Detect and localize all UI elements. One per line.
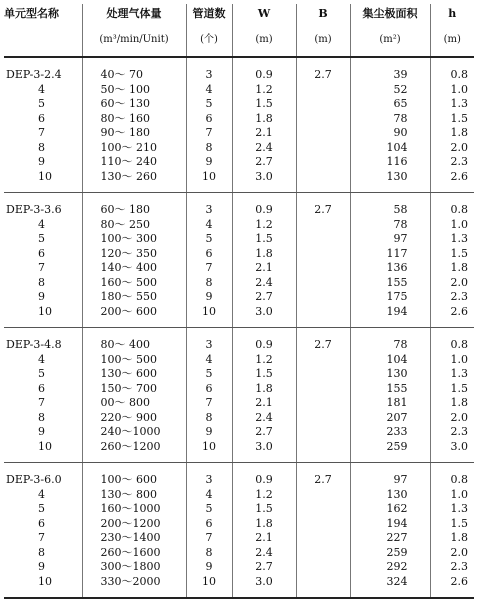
model-cell: 6 bbox=[38, 381, 45, 395]
model-cell: 10 bbox=[4, 440, 82, 463]
area-cell: 130 bbox=[350, 488, 430, 503]
b-cell bbox=[296, 83, 350, 98]
table-row bbox=[4, 463, 474, 488]
capacity-cell: 140～ 400 bbox=[82, 261, 186, 276]
pipes-cell: 3 bbox=[186, 463, 232, 488]
header-model-unit bbox=[4, 30, 82, 57]
capacity-cell: 200～1200 bbox=[82, 517, 186, 532]
h-cell: 1.3 bbox=[430, 232, 474, 247]
h-cell: 0.8 bbox=[430, 463, 474, 488]
h-cell: 1.3 bbox=[430, 502, 474, 517]
model-cell: 8 bbox=[38, 410, 45, 424]
area-cell: 233 bbox=[350, 425, 430, 440]
h-cell: 1.5 bbox=[430, 247, 474, 262]
area-cell: 259 bbox=[350, 546, 430, 561]
w-cell: 2.1 bbox=[232, 531, 296, 546]
area-cell: 78 bbox=[350, 218, 430, 233]
pipes-cell: 9 bbox=[186, 560, 232, 575]
model-cell: 10 bbox=[4, 305, 82, 328]
header-area: 集尘极面积 bbox=[350, 4, 430, 30]
b-cell: 2.7 bbox=[296, 328, 350, 353]
w-cell: 2.7 bbox=[232, 560, 296, 575]
capacity-cell: 80～ 400 bbox=[82, 328, 186, 353]
w-cell: 1.5 bbox=[232, 232, 296, 247]
h-cell: 1.0 bbox=[430, 83, 474, 98]
pipes-cell: 8 bbox=[186, 141, 232, 156]
pipes-cell: 4 bbox=[186, 218, 232, 233]
table-row bbox=[4, 575, 474, 599]
w-cell: 2.7 bbox=[232, 155, 296, 170]
w-cell: 1.2 bbox=[232, 353, 296, 368]
w-cell: 3.0 bbox=[232, 170, 296, 193]
b-cell: 2.7 bbox=[296, 57, 350, 83]
capacity-cell: 260～1200 bbox=[82, 440, 186, 463]
capacity-cell: 100～ 600 bbox=[82, 463, 186, 488]
area-cell: 259 bbox=[350, 440, 430, 463]
model-cell: 8 bbox=[38, 140, 45, 154]
pipes-cell: 3 bbox=[186, 193, 232, 218]
table-row bbox=[4, 440, 474, 463]
b-cell bbox=[296, 575, 350, 599]
capacity-cell: 150～ 700 bbox=[82, 382, 186, 397]
w-cell: 1.8 bbox=[232, 517, 296, 532]
table-row bbox=[4, 411, 474, 426]
b-cell bbox=[296, 546, 350, 561]
b-cell bbox=[296, 290, 350, 305]
h-cell: 1.3 bbox=[430, 97, 474, 112]
table-row bbox=[4, 382, 474, 397]
b-cell bbox=[296, 382, 350, 397]
header-b-unit: (m) bbox=[296, 30, 350, 57]
area-cell: 227 bbox=[350, 531, 430, 546]
area-cell: 78 bbox=[350, 112, 430, 127]
h-cell: 1.5 bbox=[430, 382, 474, 397]
model-cell: 8 bbox=[38, 275, 45, 289]
b-cell bbox=[296, 367, 350, 382]
h-cell: 1.8 bbox=[430, 396, 474, 411]
h-cell: 0.8 bbox=[430, 328, 474, 353]
area-cell: 162 bbox=[350, 502, 430, 517]
h-cell: 3.0 bbox=[430, 440, 474, 463]
capacity-cell: 120～ 350 bbox=[82, 247, 186, 262]
h-cell: 1.3 bbox=[430, 367, 474, 382]
area-cell: 97 bbox=[350, 232, 430, 247]
pipes-cell: 6 bbox=[186, 112, 232, 127]
model-cell: 6 bbox=[38, 516, 45, 530]
capacity-cell: 230～1400 bbox=[82, 531, 186, 546]
model-cell: 5 bbox=[38, 232, 45, 245]
table-row bbox=[4, 276, 474, 291]
h-cell: 2.3 bbox=[430, 425, 474, 440]
area-cell: 136 bbox=[350, 261, 430, 276]
w-cell: 2.1 bbox=[232, 261, 296, 276]
model-group bbox=[4, 328, 474, 463]
capacity-cell: 160～1000 bbox=[82, 502, 186, 517]
area-cell: 104 bbox=[350, 141, 430, 156]
area-cell: 194 bbox=[350, 517, 430, 532]
table-row bbox=[4, 367, 474, 382]
w-cell: 2.4 bbox=[232, 411, 296, 426]
capacity-cell: 100～ 210 bbox=[82, 141, 186, 156]
area-cell: 90 bbox=[350, 126, 430, 141]
table-row bbox=[4, 170, 474, 193]
b-cell: 2.7 bbox=[296, 463, 350, 488]
w-cell: 3.0 bbox=[232, 305, 296, 328]
h-cell: 2.0 bbox=[430, 411, 474, 426]
model-cell: 7 bbox=[38, 531, 45, 544]
b-cell bbox=[296, 218, 350, 233]
capacity-cell: 100～ 500 bbox=[82, 353, 186, 368]
pipes-cell: 5 bbox=[186, 232, 232, 247]
h-cell: 2.3 bbox=[430, 560, 474, 575]
h-cell: 1.0 bbox=[430, 218, 474, 233]
capacity-cell: 130～ 600 bbox=[82, 367, 186, 382]
capacity-cell: 100～ 300 bbox=[82, 232, 186, 247]
w-cell: 1.2 bbox=[232, 83, 296, 98]
h-cell: 1.5 bbox=[430, 517, 474, 532]
area-cell: 78 bbox=[350, 328, 430, 353]
h-cell: 2.0 bbox=[430, 276, 474, 291]
area-cell: 130 bbox=[350, 170, 430, 193]
table-row bbox=[4, 502, 474, 517]
w-cell: 0.9 bbox=[232, 57, 296, 83]
capacity-cell: 80～ 160 bbox=[82, 112, 186, 127]
table-row bbox=[4, 97, 474, 112]
model-cell: 9 bbox=[38, 560, 45, 573]
b-cell bbox=[296, 517, 350, 532]
w-cell: 1.5 bbox=[232, 367, 296, 382]
model-cell: DEP-3-2.4 bbox=[6, 68, 62, 81]
pipes-cell: 5 bbox=[186, 502, 232, 517]
model-cell: 5 bbox=[38, 502, 45, 515]
h-cell: 0.8 bbox=[430, 193, 474, 218]
header-pipes: 管道数 bbox=[186, 4, 232, 30]
h-cell: 2.0 bbox=[430, 141, 474, 156]
table-row bbox=[4, 517, 474, 532]
header-capacity: 处理气体量 bbox=[82, 4, 186, 30]
header-b: B bbox=[296, 4, 350, 30]
w-cell: 2.7 bbox=[232, 425, 296, 440]
h-cell: 2.0 bbox=[430, 546, 474, 561]
area-cell: 207 bbox=[350, 411, 430, 426]
w-cell: 2.4 bbox=[232, 276, 296, 291]
model-cell: 6 bbox=[38, 111, 45, 125]
b-cell: 2.7 bbox=[296, 193, 350, 218]
w-cell: 2.4 bbox=[232, 141, 296, 156]
pipes-cell: 3 bbox=[186, 57, 232, 83]
area-cell: 58 bbox=[350, 193, 430, 218]
pipes-cell: 7 bbox=[186, 126, 232, 141]
table-row bbox=[4, 261, 474, 276]
capacity-cell: 90～ 180 bbox=[82, 126, 186, 141]
w-cell: 2.7 bbox=[232, 290, 296, 305]
table-header bbox=[4, 4, 474, 57]
h-cell: 1.0 bbox=[430, 488, 474, 503]
w-cell: 1.5 bbox=[232, 502, 296, 517]
area-cell: 97 bbox=[350, 463, 430, 488]
capacity-cell: 60～ 130 bbox=[82, 97, 186, 112]
w-cell: 3.0 bbox=[232, 440, 296, 463]
area-cell: 155 bbox=[350, 276, 430, 291]
area-cell: 65 bbox=[350, 97, 430, 112]
pipes-cell: 7 bbox=[186, 531, 232, 546]
area-cell: 130 bbox=[350, 367, 430, 382]
header-h-unit: (m) bbox=[430, 30, 474, 57]
pipes-cell: 5 bbox=[186, 367, 232, 382]
model-group bbox=[4, 463, 474, 599]
capacity-cell: 180～ 550 bbox=[82, 290, 186, 305]
pipes-cell: 4 bbox=[186, 488, 232, 503]
header-h: h bbox=[430, 4, 474, 30]
area-cell: 52 bbox=[350, 83, 430, 98]
model-cell: 10 bbox=[4, 170, 82, 193]
capacity-cell: 220～ 900 bbox=[82, 411, 186, 426]
area-cell: 175 bbox=[350, 290, 430, 305]
w-cell: 1.8 bbox=[232, 382, 296, 397]
pipes-cell: 9 bbox=[186, 155, 232, 170]
pipes-cell: 6 bbox=[186, 247, 232, 262]
pipes-cell: 10 bbox=[186, 440, 232, 463]
b-cell bbox=[296, 440, 350, 463]
w-cell: 1.8 bbox=[232, 247, 296, 262]
table-row bbox=[4, 218, 474, 233]
b-cell bbox=[296, 305, 350, 328]
table-row bbox=[4, 531, 474, 546]
model-cell: DEP-3-4.8 bbox=[6, 338, 62, 351]
model-cell: DEP-3-3.6 bbox=[6, 203, 62, 216]
b-cell bbox=[296, 353, 350, 368]
table-row bbox=[4, 290, 474, 305]
pipes-cell: 8 bbox=[186, 276, 232, 291]
pipes-cell: 6 bbox=[186, 517, 232, 532]
header-w: W bbox=[232, 4, 296, 30]
pipes-cell: 9 bbox=[186, 425, 232, 440]
b-cell bbox=[296, 141, 350, 156]
w-cell: 0.9 bbox=[232, 328, 296, 353]
h-cell: 1.0 bbox=[430, 353, 474, 368]
model-cell: 5 bbox=[38, 367, 45, 380]
table-row bbox=[4, 353, 474, 368]
pipes-cell: 5 bbox=[186, 97, 232, 112]
model-cell: 5 bbox=[38, 97, 45, 110]
header-model: 单元型名称 bbox=[4, 7, 59, 20]
capacity-cell: 80～ 250 bbox=[82, 218, 186, 233]
model-cell: 7 bbox=[38, 396, 45, 409]
capacity-cell: 300～1800 bbox=[82, 560, 186, 575]
area-cell: 104 bbox=[350, 353, 430, 368]
table-row bbox=[4, 560, 474, 575]
w-cell: 2.4 bbox=[232, 546, 296, 561]
pipes-cell: 10 bbox=[186, 170, 232, 193]
h-cell: 2.3 bbox=[430, 290, 474, 305]
b-cell bbox=[296, 155, 350, 170]
capacity-cell: 110～ 240 bbox=[82, 155, 186, 170]
b-cell bbox=[296, 247, 350, 262]
w-cell: 1.2 bbox=[232, 218, 296, 233]
table-row bbox=[4, 155, 474, 170]
h-cell: 1.8 bbox=[430, 126, 474, 141]
pipes-cell: 4 bbox=[186, 353, 232, 368]
model-cell: 8 bbox=[38, 545, 45, 559]
capacity-cell: 330～2000 bbox=[82, 575, 186, 599]
b-cell bbox=[296, 396, 350, 411]
w-cell: 2.1 bbox=[232, 126, 296, 141]
area-cell: 117 bbox=[350, 247, 430, 262]
model-cell: 7 bbox=[38, 261, 45, 274]
h-cell: 1.8 bbox=[430, 261, 474, 276]
w-cell: 1.8 bbox=[232, 112, 296, 127]
h-cell: 2.6 bbox=[430, 575, 474, 599]
b-cell bbox=[296, 411, 350, 426]
pipes-cell: 10 bbox=[186, 575, 232, 599]
model-cell: 10 bbox=[4, 575, 82, 599]
capacity-cell: 240～1000 bbox=[82, 425, 186, 440]
model-cell: 9 bbox=[38, 155, 45, 168]
h-cell: 2.6 bbox=[430, 170, 474, 193]
h-cell: 2.3 bbox=[430, 155, 474, 170]
table-row bbox=[4, 328, 474, 353]
table-row bbox=[4, 305, 474, 328]
capacity-cell: 130～ 800 bbox=[82, 488, 186, 503]
h-cell: 2.6 bbox=[430, 305, 474, 328]
pipes-cell: 8 bbox=[186, 546, 232, 561]
model-cell: 9 bbox=[38, 425, 45, 438]
table-row bbox=[4, 488, 474, 503]
pipes-cell: 3 bbox=[186, 328, 232, 353]
spec-table bbox=[4, 4, 474, 599]
b-cell bbox=[296, 488, 350, 503]
model-cell: 4 bbox=[38, 217, 45, 231]
w-cell: 1.5 bbox=[232, 97, 296, 112]
pipes-cell: 4 bbox=[186, 83, 232, 98]
b-cell bbox=[296, 276, 350, 291]
model-cell: 7 bbox=[38, 126, 45, 139]
pipes-cell: 10 bbox=[186, 305, 232, 328]
pipes-cell: 9 bbox=[186, 290, 232, 305]
table-row bbox=[4, 247, 474, 262]
b-cell bbox=[296, 261, 350, 276]
h-cell: 1.8 bbox=[430, 531, 474, 546]
area-cell: 194 bbox=[350, 305, 430, 328]
b-cell bbox=[296, 112, 350, 127]
area-cell: 292 bbox=[350, 560, 430, 575]
model-cell: 9 bbox=[38, 290, 45, 303]
w-cell: 1.2 bbox=[232, 488, 296, 503]
pipes-cell: 7 bbox=[186, 396, 232, 411]
table-row bbox=[4, 193, 474, 218]
h-cell: 0.8 bbox=[430, 57, 474, 83]
table-row bbox=[4, 126, 474, 141]
pipes-cell: 7 bbox=[186, 261, 232, 276]
b-cell bbox=[296, 126, 350, 141]
table-row bbox=[4, 141, 474, 156]
table-row bbox=[4, 396, 474, 411]
model-cell: 6 bbox=[38, 246, 45, 260]
table-row bbox=[4, 57, 474, 83]
table-row bbox=[4, 112, 474, 127]
capacity-cell: 00～ 800 bbox=[82, 396, 186, 411]
w-cell: 2.1 bbox=[232, 396, 296, 411]
table-row bbox=[4, 546, 474, 561]
header-area-unit: (m²) bbox=[350, 30, 430, 57]
capacity-cell: 130～ 260 bbox=[82, 170, 186, 193]
header-capacity-unit: (m³/min/Unit) bbox=[82, 30, 186, 57]
table-row bbox=[4, 232, 474, 247]
b-cell bbox=[296, 170, 350, 193]
capacity-cell: 60～ 180 bbox=[82, 193, 186, 218]
area-cell: 181 bbox=[350, 396, 430, 411]
b-cell bbox=[296, 425, 350, 440]
w-cell: 0.9 bbox=[232, 463, 296, 488]
model-group bbox=[4, 193, 474, 328]
b-cell bbox=[296, 531, 350, 546]
w-cell: 3.0 bbox=[232, 575, 296, 599]
area-cell: 116 bbox=[350, 155, 430, 170]
capacity-cell: 50～ 100 bbox=[82, 83, 186, 98]
pipes-cell: 6 bbox=[186, 382, 232, 397]
capacity-cell: 200～ 600 bbox=[82, 305, 186, 328]
pipes-cell: 8 bbox=[186, 411, 232, 426]
header-w-unit: (m) bbox=[232, 30, 296, 57]
area-cell: 39 bbox=[350, 57, 430, 83]
w-cell: 0.9 bbox=[232, 193, 296, 218]
h-cell: 1.5 bbox=[430, 112, 474, 127]
table-row bbox=[4, 83, 474, 98]
model-cell: 4 bbox=[38, 82, 45, 96]
header-pipes-unit: (个) bbox=[186, 30, 232, 57]
b-cell bbox=[296, 97, 350, 112]
model-cell: 4 bbox=[38, 487, 45, 501]
table-row bbox=[4, 425, 474, 440]
capacity-cell: 40～ 70 bbox=[82, 57, 186, 83]
area-cell: 155 bbox=[350, 382, 430, 397]
capacity-cell: 160～ 500 bbox=[82, 276, 186, 291]
model-cell: DEP-3-6.0 bbox=[6, 473, 62, 486]
b-cell bbox=[296, 232, 350, 247]
capacity-cell: 260～1600 bbox=[82, 546, 186, 561]
b-cell bbox=[296, 502, 350, 517]
b-cell bbox=[296, 560, 350, 575]
model-group bbox=[4, 57, 474, 193]
model-cell: 4 bbox=[38, 352, 45, 366]
area-cell: 324 bbox=[350, 575, 430, 599]
